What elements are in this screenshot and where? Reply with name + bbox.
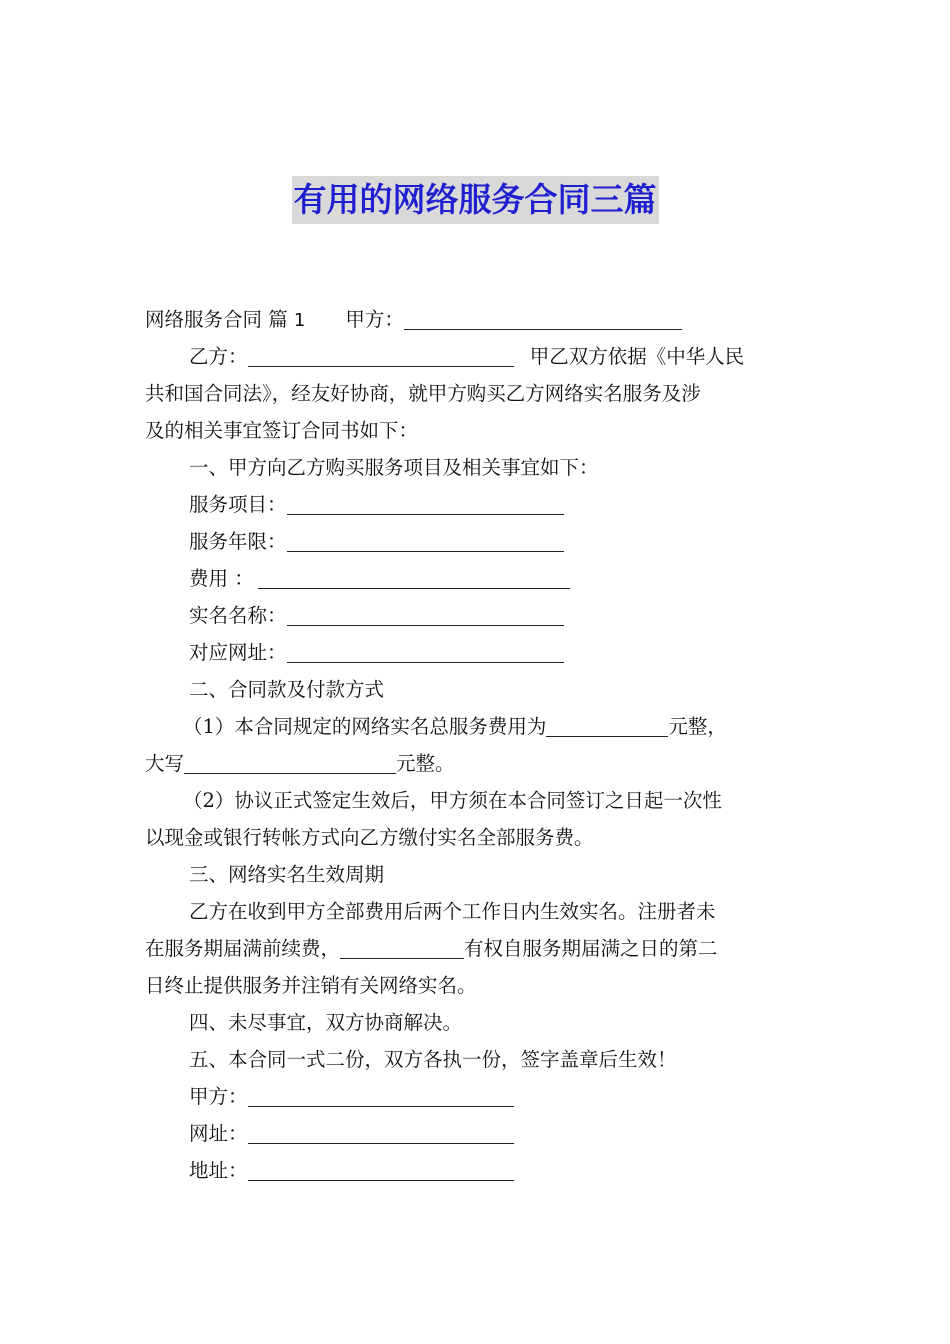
website-label: 对应网址： xyxy=(189,641,287,664)
fee-label: 费用 ： xyxy=(189,567,254,590)
contract-number: 1 xyxy=(293,310,306,331)
capital-amount-blank xyxy=(184,751,396,774)
service-term-row xyxy=(145,523,807,560)
contract-line-1 xyxy=(145,301,807,338)
yuan-label-2: 元整。 xyxy=(396,752,455,775)
service-term-label: 服务年限： xyxy=(189,530,287,553)
fee-blank xyxy=(258,566,570,589)
service-item-label: 服务项目： xyxy=(189,493,287,516)
contract-heading-text: 网络服务合同 篇 xyxy=(145,308,288,331)
contract-line-3: 共和国合同法》，经友好协商，就甲方购买乙方网络实名服务及涉 xyxy=(145,382,701,405)
sign-party-a-row xyxy=(145,1078,807,1115)
contract-line-2 xyxy=(145,338,807,375)
document-title: 有用的网络服务合同三篇 xyxy=(292,176,659,224)
section-3-text-2a: 在服务期届满前续费， xyxy=(145,937,341,960)
payment-clause-1-cont xyxy=(145,745,807,782)
real-name-label: 实名名称： xyxy=(189,604,287,627)
website-blank xyxy=(287,640,564,663)
service-term-blank xyxy=(287,529,564,552)
renewal-party-blank xyxy=(340,936,464,959)
payment-clause-1 xyxy=(145,708,807,745)
party-a-blank xyxy=(404,307,682,330)
total-fee-blank xyxy=(546,714,668,737)
party-a-label: 甲方： xyxy=(345,308,404,331)
party-b-blank xyxy=(248,344,514,367)
sign-party-a-blank xyxy=(248,1084,514,1107)
sign-website-row xyxy=(145,1115,807,1152)
party-b-label: 乙方： xyxy=(189,345,248,368)
section-3-text-2 xyxy=(145,930,807,967)
service-item-row xyxy=(145,486,807,523)
document-title-wrap xyxy=(0,176,950,224)
service-item-blank xyxy=(287,492,564,515)
section-4: 四、未尽事宜，双方协商解决。 xyxy=(189,1011,463,1034)
payment-clause-1-text: （1）本合同规定的网络实名总服务费用为 xyxy=(183,715,547,738)
section-1-heading: 一、甲方向乙方购买服务项目及相关事宜如下： xyxy=(189,456,599,479)
intro-text: 甲乙双方依据《中华人民 xyxy=(529,345,745,368)
sign-website-label: 网址： xyxy=(189,1122,248,1145)
real-name-row xyxy=(145,597,807,634)
section-5: 五、本合同一式二份，双方各执一份，签字盖章后生效！ xyxy=(189,1048,677,1071)
capital-label: 大写 xyxy=(145,752,185,775)
sign-website-blank xyxy=(248,1121,514,1144)
section-3-heading: 三、网络实名生效周期 xyxy=(189,863,385,886)
payment-clause-2-cont: 以现金或银行转帐方式向乙方缴付实名全部服务费。 xyxy=(145,826,594,849)
sign-address-label: 地址： xyxy=(189,1159,248,1182)
website-row xyxy=(145,634,807,671)
payment-clause-2: （2）协议正式签定生效后，甲方须在本合同签订之日起一次性 xyxy=(183,789,722,812)
section-2-heading: 二、合同款及付款方式 xyxy=(189,678,385,701)
fee-row xyxy=(145,560,807,597)
contract-line-4: 及的相关事宜签订合同书如下： xyxy=(145,419,419,442)
real-name-blank xyxy=(287,603,564,626)
section-3-text-3: 日终止提供服务并注销有关网络实名。 xyxy=(145,974,477,997)
section-3-text-2b: 有权自服务期届满之日的第二 xyxy=(464,937,718,960)
section-3-text-1: 乙方在收到甲方全部费用后两个工作日内生效实名。注册者未 xyxy=(189,900,716,923)
sign-party-a-label: 甲方： xyxy=(189,1085,248,1108)
contract-body xyxy=(145,301,807,1189)
yuan-label: 元整， xyxy=(668,715,727,738)
sign-address-row xyxy=(145,1152,807,1189)
sign-address-blank xyxy=(248,1158,514,1181)
